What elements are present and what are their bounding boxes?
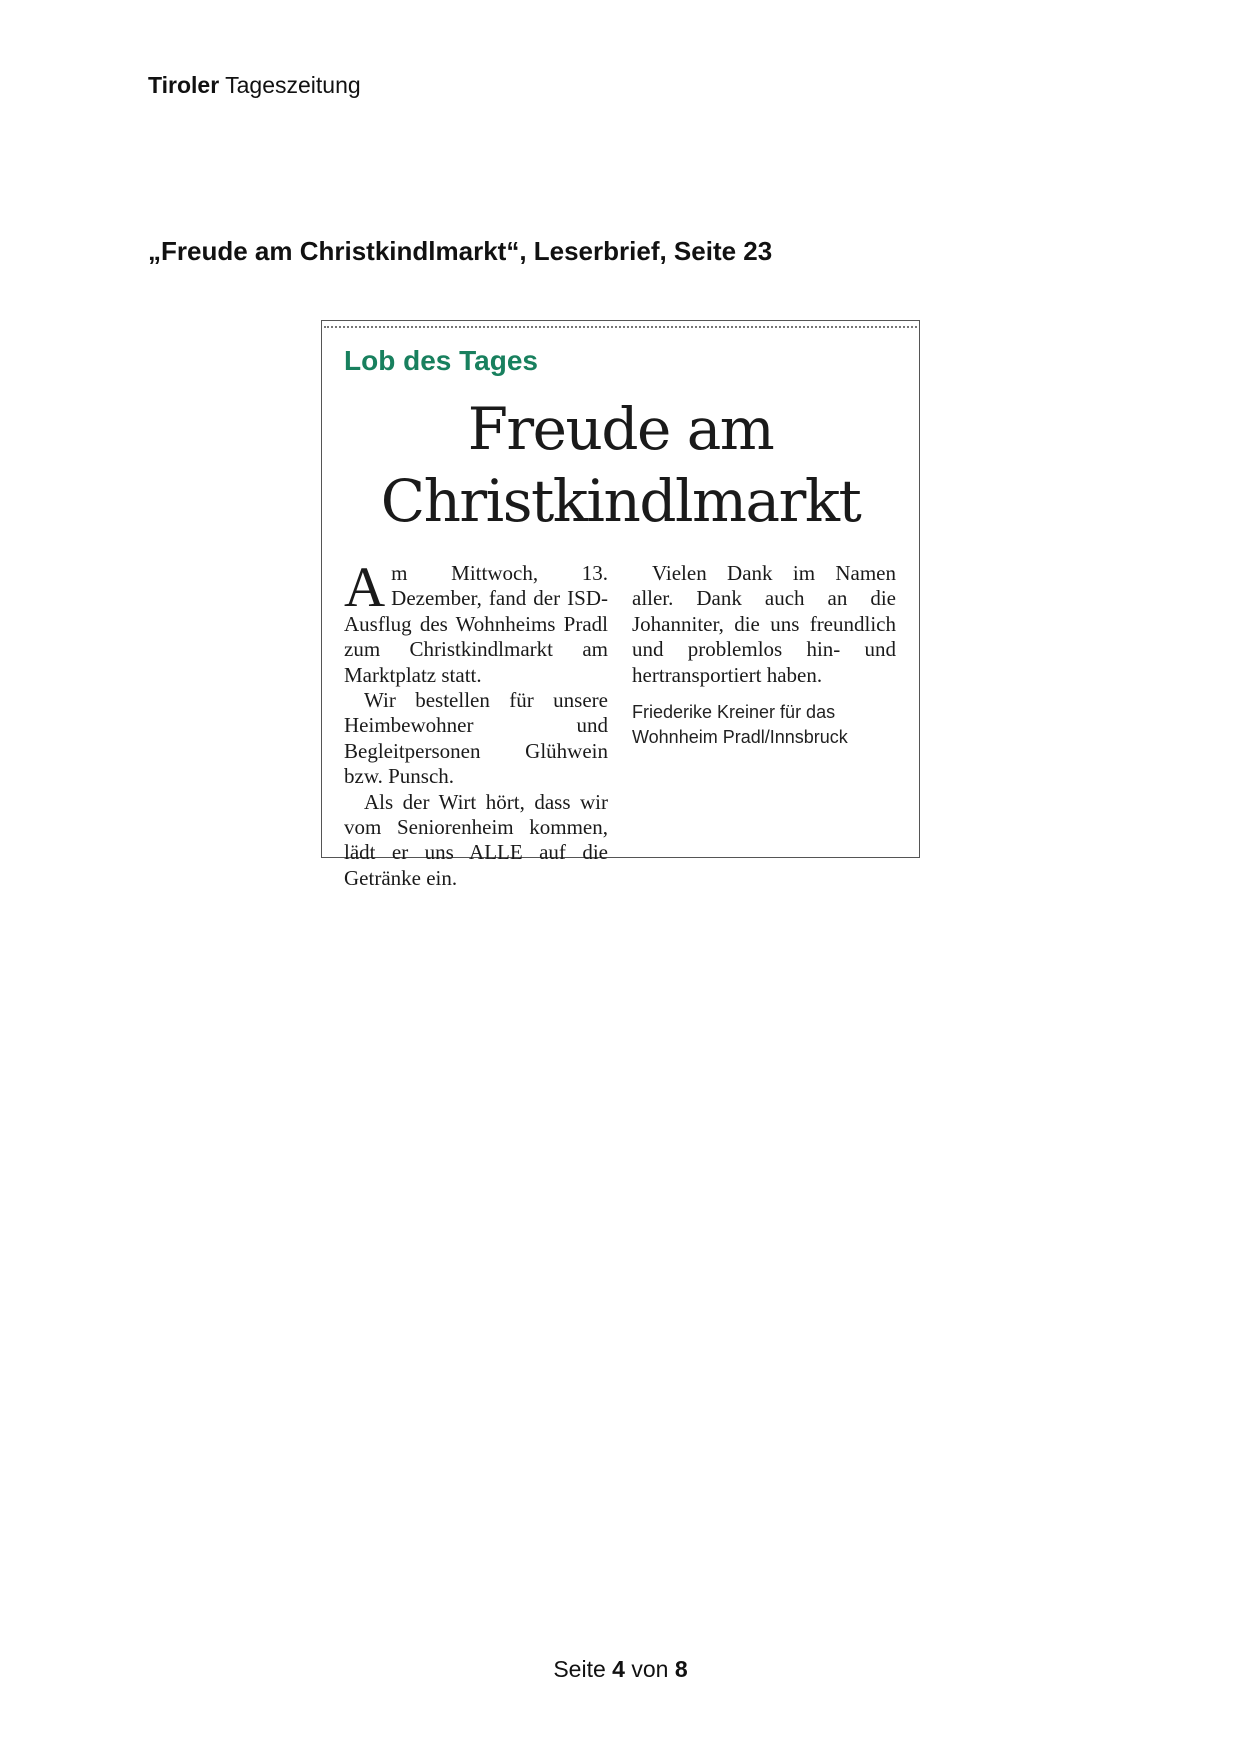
article-paragraph-3: Als der Wirt hört, dass wir vom Seniorenheim kommen, lädt er uns ALLE auf die Getränke ein. [344, 789, 608, 890]
page-footer [0, 1656, 1241, 1683]
footer-page-number: 4 [612, 1656, 625, 1682]
masthead-brand-regular: Tageszeitung [219, 72, 361, 98]
headline-line-2: Christkindlmarkt [380, 467, 861, 535]
footer-page-total: 8 [674, 1656, 688, 1682]
footer-middle: von [624, 1656, 675, 1682]
drop-cap: A [344, 556, 386, 619]
article-column-left [344, 556, 608, 891]
article-paragraph-2: Wir bestellen für unsere Heimbewohner und Begleitpersonen Glühwein bzw. Punsch. [344, 688, 608, 789]
headline-line-1: Freude am [467, 395, 774, 463]
article-paragraph-1 [344, 556, 608, 688]
signature-line-1: Friederike Kreiner für das [632, 702, 836, 723]
document-title: „Freude am Christkindlmarkt“, Leserbrief, Seite 23 [148, 236, 773, 266]
article-signature [632, 700, 896, 751]
clipping-dotted-rule [324, 326, 917, 328]
signature-line-2: Wohnheim Pradl/Innsbruck [632, 727, 848, 748]
masthead [148, 72, 361, 99]
paragraph-1-text: m Mittwoch, 13. Dezember, fand der ISD-Ausflug des Wohnheims Pradl zum Christkindlmarkt am Marktplatz statt. [344, 561, 608, 687]
article-paragraph-4: Vielen Dank im Namen aller. Dank auch an die Johanniter, die uns freundlich und problemlos hin- und hertransportiert haben. [632, 561, 896, 687]
article-column-right [632, 561, 896, 751]
footer-prefix: Seite [553, 1656, 613, 1682]
masthead-brand-bold: Tiroler [148, 72, 220, 98]
article-headline [322, 393, 919, 537]
rubric-label: Lob des Tages [344, 345, 538, 376]
newspaper-clipping [321, 320, 920, 890]
